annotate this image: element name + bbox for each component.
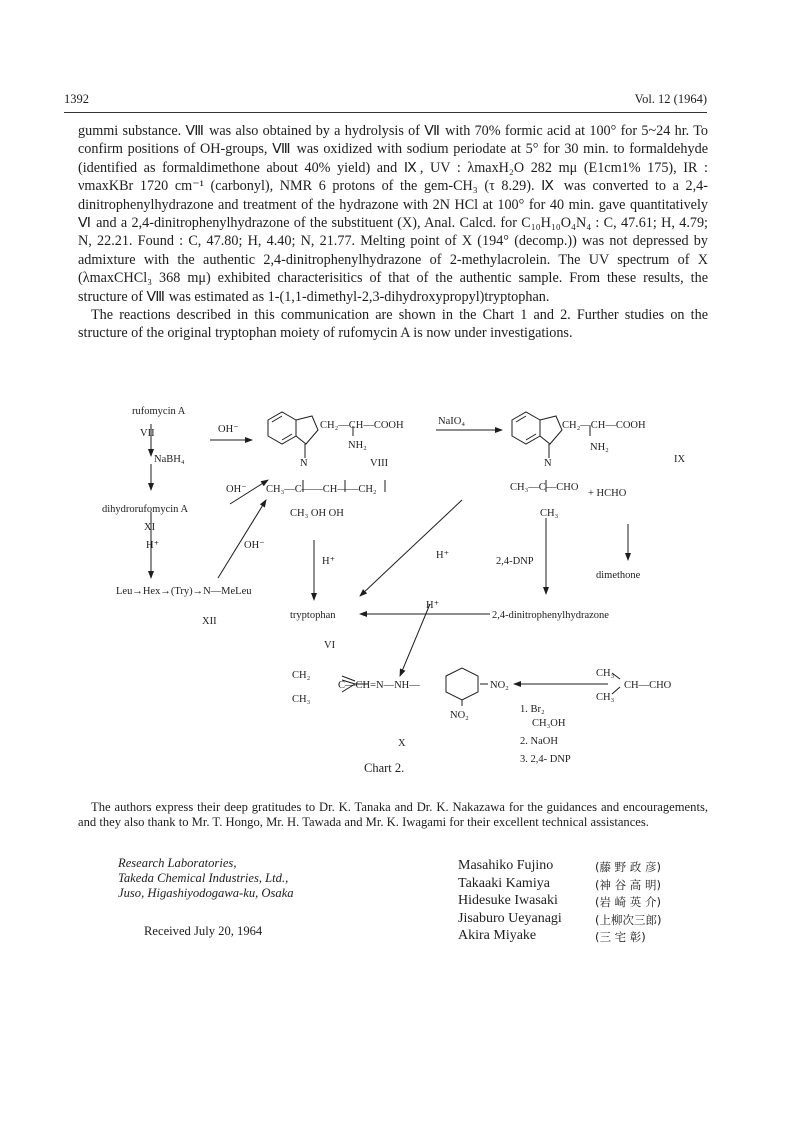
- label-step2: 2. NaOH: [520, 736, 558, 747]
- label-oh-minus: OH⁻: [244, 540, 265, 551]
- label-dnp-hydrazone: 2,4-dinitrophenylhydrazone: [492, 610, 609, 621]
- label-ch3: CH₃: [540, 508, 559, 519]
- author-kanji: (上柳次三郎): [595, 912, 662, 927]
- label-nabh4: NaBH₄: [154, 454, 185, 465]
- nitrophenyl-ring: [446, 668, 478, 700]
- author-entry: [458, 911, 688, 929]
- label-vi: VI: [324, 640, 336, 651]
- author-kanji: (三 宅 彰): [595, 930, 646, 944]
- author-kanji: (神 谷 高 明): [595, 877, 661, 892]
- label-oh-minus: OH⁻: [218, 424, 239, 435]
- indole-ring-left: [268, 412, 318, 444]
- label-x: X: [398, 738, 406, 749]
- label-n-left: N: [300, 458, 308, 469]
- label-naio4: NaIO₄: [438, 416, 465, 427]
- label-step1-solvent: CH₃OH: [532, 718, 566, 729]
- label-ch2: CH₂: [292, 670, 311, 681]
- author-entry: [458, 876, 688, 894]
- label-xii: XII: [202, 616, 217, 627]
- affiliation-line: Research Laboratories,: [118, 856, 237, 870]
- author-entry: [458, 858, 688, 876]
- author-name: Hidesuke Iwasaki: [458, 893, 558, 908]
- label-xi: XI: [144, 522, 156, 533]
- body-text: [78, 122, 708, 343]
- reaction-scheme: [100, 400, 700, 780]
- author-kanji: (藤 野 政 彦): [595, 860, 661, 874]
- label-ch3: CH₃: [596, 668, 615, 679]
- label-h-plus: H⁺: [322, 556, 336, 567]
- label-ch3-oh-oh: CH₃ OH OH: [290, 508, 344, 519]
- label-tryptophan: tryptophan: [290, 610, 336, 621]
- label-plus-hcho: + HCHO: [588, 488, 627, 499]
- label-no2: NO₂: [490, 680, 509, 691]
- paragraph: The reactions described in this communication are shown in the Chart 1 and 2. Further studies on the structure of the original tryptophan moiety of rufomycin A is now under investigations.: [78, 307, 708, 342]
- author-kanji: (岩 崎 英 介): [595, 895, 661, 909]
- chart-caption: Chart 2.: [364, 761, 405, 775]
- label-dnp-reagent: 2,4-DNP: [496, 556, 534, 567]
- label-dimethone: dimethone: [596, 570, 641, 581]
- label-ix: IX: [674, 454, 686, 465]
- label-rufomycin-a: rufomycin A: [132, 406, 186, 417]
- page-header: [64, 92, 707, 108]
- label-step3: 3. 2,4- DNP: [520, 754, 571, 765]
- label-peptide: Leu→Hex→(Try)→N—MeLeu: [116, 586, 252, 597]
- label-ch3-c-ch-ch2: CH₃—C——CH——CH₂: [266, 484, 377, 495]
- label-nh2-left: NH₂: [348, 440, 367, 451]
- author-name: Jisaburo Ueyanagi: [458, 910, 562, 926]
- header-rule: [64, 112, 707, 113]
- indole-ring-right: [512, 412, 562, 444]
- label-methacrolein-chain: CH—CHO: [624, 680, 672, 691]
- label-no2: NO₂: [450, 710, 469, 721]
- label-nh2-right: NH₂: [590, 442, 609, 453]
- label-ch2-ch-cooh-left: CH₂—CH—COOH: [320, 420, 404, 431]
- affiliation-line: Juso, Higashiyodogawa-ku, Osaka: [118, 886, 294, 901]
- label-oh-minus: OH⁻: [226, 484, 247, 495]
- label-ch3: CH₃: [292, 694, 311, 705]
- label-vii: VII: [140, 428, 155, 439]
- label-ch3: CH₃: [596, 692, 615, 703]
- author-name: Masahiko Fujino: [458, 858, 554, 873]
- author-name: Takaaki Kamiya: [458, 875, 550, 891]
- label-hydrazone-chain: C—CH=N—NH—: [338, 680, 420, 691]
- affiliation-line: Takeda Chemical Industries, Ltd.,: [118, 871, 289, 886]
- volume-label: Vol. 12 (1964): [634, 92, 707, 106]
- received-date: Received July 20, 1964: [144, 924, 263, 938]
- author-entry: [458, 928, 688, 946]
- label-h-plus: H⁺: [436, 550, 450, 561]
- label-ch2-ch-cooh-right: CH₂—CH—COOH: [562, 420, 646, 431]
- page-number: 1392: [64, 92, 89, 106]
- author-list: [458, 858, 688, 946]
- label-ch3-c-cho: CH₃—C—CHO: [510, 482, 579, 493]
- label-h-plus: H⁺: [146, 540, 160, 551]
- paragraph: gummi substance. Ⅷ was also obtained by a hydrolysis of Ⅶ with 70% formic acid at 100° for 5~24 hr. To confirm positions of OH-groups, Ⅷ was oxidized with sodium periodate at 5° for 30 min. to formaldehyde (identified as formaldimethone about 40% yield) and Ⅸ, UV : λmaxH₂O 282 mμ (E1cm1% 175), IR : νmaxKBr 1720 cm⁻¹ (carbonyl), NMR 6 protons of the gem-CH₃ (τ 8.29). Ⅸ was converted to a 2,4-dinitrophenylhydrazone and treatment of the hydrazone with 2N HCl at 100° for 40 min. gave quantitatively Ⅵ and a 2,4-dinitrophenylhydrazone of the substituent (X), Anal. Calcd. for C₁₀H₁₀O₄N₄ : C, 47.61; H, 4.79; N, 22.21. Found : C, 47.80; H, 4.40; N, 21.77. Melting point of X (194° (decomp.)) was not depressed by admixture with the authentic 2,4-dinitrophenylhydrazone of 2-methylacrolein. The UV spectrum of X (λmaxCHCl₃ 368 mμ) exhibited characterisitics of that of the authentic sample. From these results, the structure of Ⅷ was estimated as 1-(1,1-dimethyl-2,3-dihydroxypropyl)tryptophan.: [78, 123, 708, 305]
- author-entry: [458, 893, 688, 911]
- label-step1: 1. Br₂: [520, 704, 545, 715]
- affiliation: [118, 856, 378, 902]
- label-n-right: N: [544, 458, 552, 469]
- label-h-plus: H⁺: [426, 600, 440, 611]
- acknowledgement: The authors express their deep gratitudes to Dr. K. Tanaka and Dr. K. Nakazawa for the guidances and encouragements, and they also thank to Mr. T. Hongo, Mr. H. Tawada and Mr. K. Iwagami for their excellent technical assistances.: [78, 800, 708, 830]
- label-viii: VIII: [370, 458, 389, 469]
- author-name: Akira Miyake: [458, 928, 537, 943]
- label-dihydrorufomycin: dihydrorufomycin A: [102, 504, 189, 515]
